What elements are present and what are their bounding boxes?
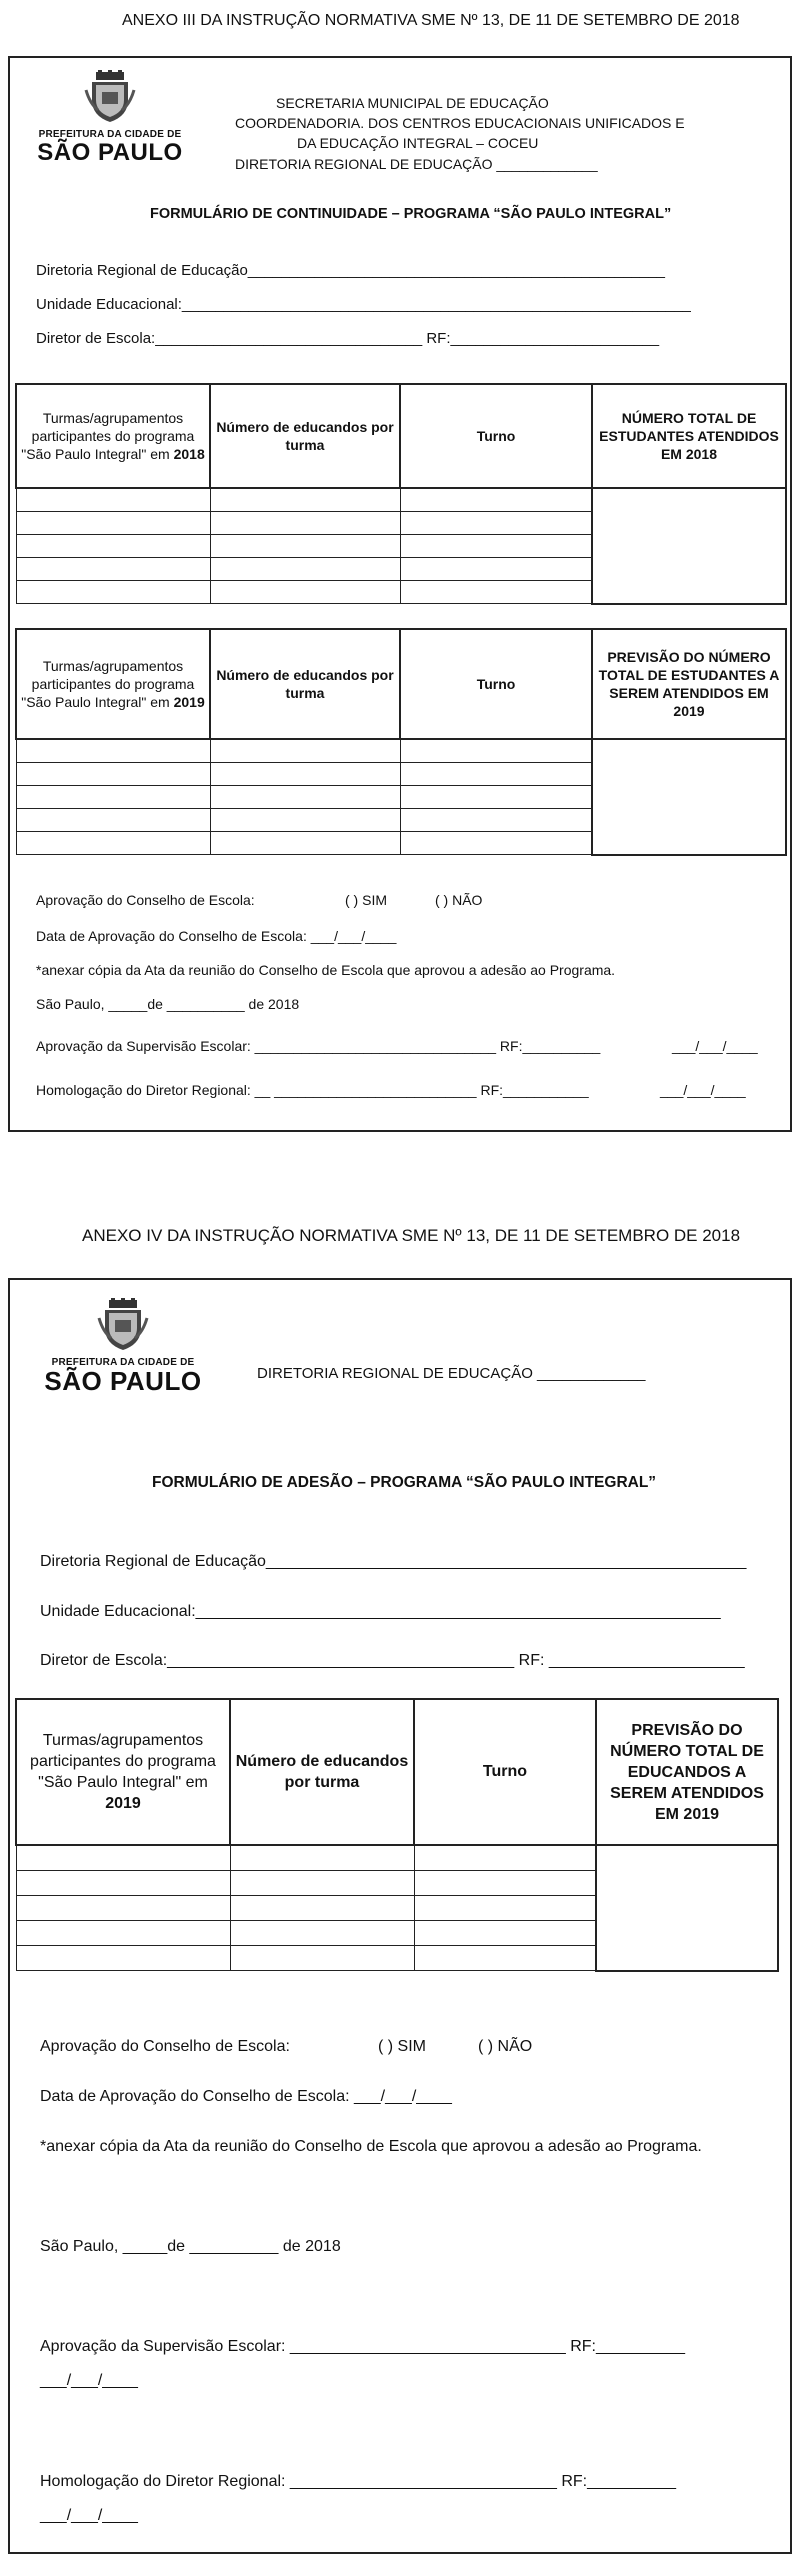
- annex3-approval-label: Aprovação do Conselho de Escola:: [36, 892, 255, 908]
- annex3-dre-field[interactable]: Diretoria Regional de Educação__________________________________________________: [36, 262, 665, 279]
- total-cell[interactable]: [592, 739, 786, 855]
- annex4-form-title: FORMULÁRIO DE ADESÃO – PROGRAMA “SÃO PAULO INTEGRAL”: [152, 1474, 657, 1491]
- annex3-homolog-date[interactable]: ___/___/____: [660, 1082, 746, 1098]
- annex4-title: ANEXO IV DA INSTRUÇÃO NORMATIVA SME Nº 13, DE 11 DE SETEMBRO DE 2018: [82, 1226, 741, 1245]
- table-cell[interactable]: [414, 1871, 596, 1896]
- col-turno-header: Turno: [400, 384, 592, 488]
- table-cell[interactable]: [16, 558, 210, 581]
- annex4-homolog-date[interactable]: ___/___/____: [40, 2507, 138, 2524]
- logo-small-text: PREFEITURA DA CIDADE DE: [38, 129, 182, 140]
- annex3-place-date[interactable]: São Paulo, _____de __________ de 2018: [36, 996, 300, 1012]
- annex4-header-line1: DIRETORIA REGIONAL DE EDUCAÇÃO _____________: [257, 1365, 646, 1382]
- annex3-table-2019: [15, 628, 787, 856]
- table-cell[interactable]: [16, 488, 210, 512]
- city-crest-icon: [84, 70, 136, 122]
- table-cell[interactable]: [16, 535, 210, 558]
- table-cell[interactable]: [16, 1871, 230, 1896]
- col-turno-header: Turno: [414, 1699, 596, 1845]
- table-cell[interactable]: [400, 809, 592, 832]
- col-total-header: PREVISÃO DO NÚMERO TOTAL DE EDUCANDOS A SEREM ATENDIDOS EM 2019: [596, 1699, 778, 1845]
- annex3-diretor-field[interactable]: Diretor de Escola:________________________________ RF:_________________________: [36, 330, 660, 347]
- logo-small-text: PREFEITURA DA CIDADE DE: [51, 1357, 195, 1368]
- table-cell[interactable]: [210, 581, 400, 604]
- table-cell[interactable]: [400, 786, 592, 809]
- table-cell[interactable]: [414, 1896, 596, 1921]
- table-cell[interactable]: [210, 786, 400, 809]
- annex4-diretor-field[interactable]: Diretor de Escola:_______________________________________ RF: ______________________: [40, 1652, 745, 1669]
- col-turmas-header: Turmas/agrupamentos participantes do programa "São Paulo Integral" em 2019: [16, 1699, 230, 1845]
- annex4-logo: [38, 1298, 208, 1394]
- table-cell[interactable]: [16, 1946, 230, 1971]
- annex4-supervision-date[interactable]: ___/___/____: [40, 2372, 138, 2389]
- col-total-header: NÚMERO TOTAL DE ESTUDANTES ATENDIDOS EM 2018: [592, 384, 786, 488]
- table-cell[interactable]: [210, 739, 400, 763]
- annex4-dre-field[interactable]: Diretoria Regional de Educação______________________________________________________: [40, 1553, 747, 1570]
- table-cell[interactable]: [414, 1921, 596, 1946]
- annex4-approval-label: Aprovação do Conselho de Escola:: [40, 2038, 290, 2055]
- table-cell[interactable]: [230, 1921, 414, 1946]
- annex3-supervision-date[interactable]: ___/___/____: [672, 1038, 758, 1054]
- logo-big-text: SÃO PAULO: [37, 139, 183, 166]
- annex3-header-line1: SECRETARIA MUNICIPAL DE EDUCAÇÃO: [276, 95, 549, 111]
- table-cell[interactable]: [16, 1896, 230, 1921]
- table-cell[interactable]: [210, 832, 400, 855]
- table-cell[interactable]: [210, 763, 400, 786]
- table-cell[interactable]: [230, 1845, 414, 1871]
- table-cell[interactable]: [16, 739, 210, 763]
- table-cell[interactable]: [400, 763, 592, 786]
- col-educandos-header: Número de educandos por turma: [230, 1699, 414, 1845]
- annex3-approval-nao[interactable]: ( ) NÃO: [435, 892, 483, 908]
- annex3-header-line3: DA EDUCAÇÃO INTEGRAL – COCEU: [297, 135, 539, 151]
- col-turmas-header: Turmas/agrupamentos participantes do programa "São Paulo Integral" em 2018: [16, 384, 210, 488]
- annex4-homolog-field[interactable]: Homologação do Diretor Regional: ______________________________ RF:__________: [40, 2473, 677, 2490]
- table-cell[interactable]: [16, 832, 210, 855]
- annex4-attach-note: *anexar cópia da Ata da reunião do Conselho de Escola que aprovou a adesão ao Programa.: [40, 2138, 702, 2155]
- table-cell[interactable]: [16, 1845, 230, 1871]
- annex3-form-title: FORMULÁRIO DE CONTINUIDADE – PROGRAMA “SÃO PAULO INTEGRAL”: [150, 206, 672, 222]
- table-cell[interactable]: [16, 809, 210, 832]
- col-educandos-header: Número de educandos por turma: [210, 384, 400, 488]
- total-cell[interactable]: [592, 488, 786, 604]
- annex4-approval-sim[interactable]: ( ) SIM: [378, 2038, 426, 2055]
- annex3-table-2018: [15, 383, 787, 605]
- table-cell[interactable]: [230, 1946, 414, 1971]
- table-cell[interactable]: [210, 809, 400, 832]
- annex4-place-date[interactable]: São Paulo, _____de __________ de 2018: [40, 2238, 341, 2255]
- annex4-approval-date[interactable]: Data de Aprovação do Conselho de Escola: ___/___/____: [40, 2088, 452, 2105]
- table-cell[interactable]: [400, 558, 592, 581]
- table-cell[interactable]: [210, 512, 400, 535]
- annex3-homolog-field[interactable]: Homologação do Diretor Regional: __ __________________________ RF:___________: [36, 1082, 589, 1098]
- col-total-header: PREVISÃO DO NÚMERO TOTAL DE ESTUDANTES A SEREM ATENDIDOS EM 2019: [592, 629, 786, 739]
- annex3-logo: [30, 70, 190, 166]
- table-cell[interactable]: [210, 558, 400, 581]
- annex4-ue-field[interactable]: Unidade Educacional:___________________________________________________________: [40, 1603, 721, 1620]
- table-cell[interactable]: [400, 488, 592, 512]
- table-cell[interactable]: [210, 488, 400, 512]
- table-cell[interactable]: [16, 763, 210, 786]
- annex3-header-line4: DIRETORIA REGIONAL DE EDUCAÇÃO _____________: [235, 156, 598, 172]
- table-cell[interactable]: [400, 512, 592, 535]
- table-cell[interactable]: [16, 581, 210, 604]
- col-turno-header: Turno: [400, 629, 592, 739]
- table-cell[interactable]: [16, 786, 210, 809]
- table-cell[interactable]: [16, 1921, 230, 1946]
- annex3-header-line2: COORDENADORIA. DOS CENTROS EDUCACIONAIS UNIFICADOS E: [235, 115, 685, 131]
- table-cell[interactable]: [400, 535, 592, 558]
- annex3-approval-sim[interactable]: ( ) SIM: [345, 892, 387, 908]
- annex3-approval-date[interactable]: Data de Aprovação do Conselho de Escola: ___/___/____: [36, 928, 397, 944]
- annex3-attach-note: *anexar cópia da Ata da reunião do Conselho de Escola que aprovou a adesão ao Programa.: [36, 962, 616, 978]
- city-crest-icon: [97, 1298, 149, 1350]
- annex4-approval-nao[interactable]: ( ) NÃO: [478, 2038, 533, 2055]
- annex3-ue-field[interactable]: Unidade Educacional:_____________________________________________________________: [36, 296, 691, 313]
- logo-big-text: SÃO PAULO: [44, 1366, 202, 1396]
- annex3-title: ANEXO III DA INSTRUÇÃO NORMATIVA SME Nº 13, DE 11 DE SETEMBRO DE 2018: [122, 12, 740, 29]
- annex3-supervision-field[interactable]: Aprovação da Supervisão Escolar: _______________________________ RF:__________: [36, 1038, 601, 1054]
- table-cell[interactable]: [400, 832, 592, 855]
- table-cell[interactable]: [414, 1946, 596, 1971]
- table-cell[interactable]: [210, 535, 400, 558]
- table-cell[interactable]: [400, 581, 592, 604]
- annex4-supervision-field[interactable]: Aprovação da Supervisão Escolar: _______________________________ RF:__________: [40, 2338, 685, 2355]
- table-cell[interactable]: [400, 739, 592, 763]
- annex4-table-2019: [15, 1698, 779, 1972]
- table-cell[interactable]: [230, 1896, 414, 1921]
- col-turmas-header: Turmas/agrupamentos participantes do programa "São Paulo Integral" em 2019: [16, 629, 210, 739]
- table-cell[interactable]: [414, 1845, 596, 1871]
- col-educandos-header: Número de educandos por turma: [210, 629, 400, 739]
- total-cell[interactable]: [596, 1845, 778, 1971]
- table-cell[interactable]: [16, 512, 210, 535]
- table-cell[interactable]: [230, 1871, 414, 1896]
